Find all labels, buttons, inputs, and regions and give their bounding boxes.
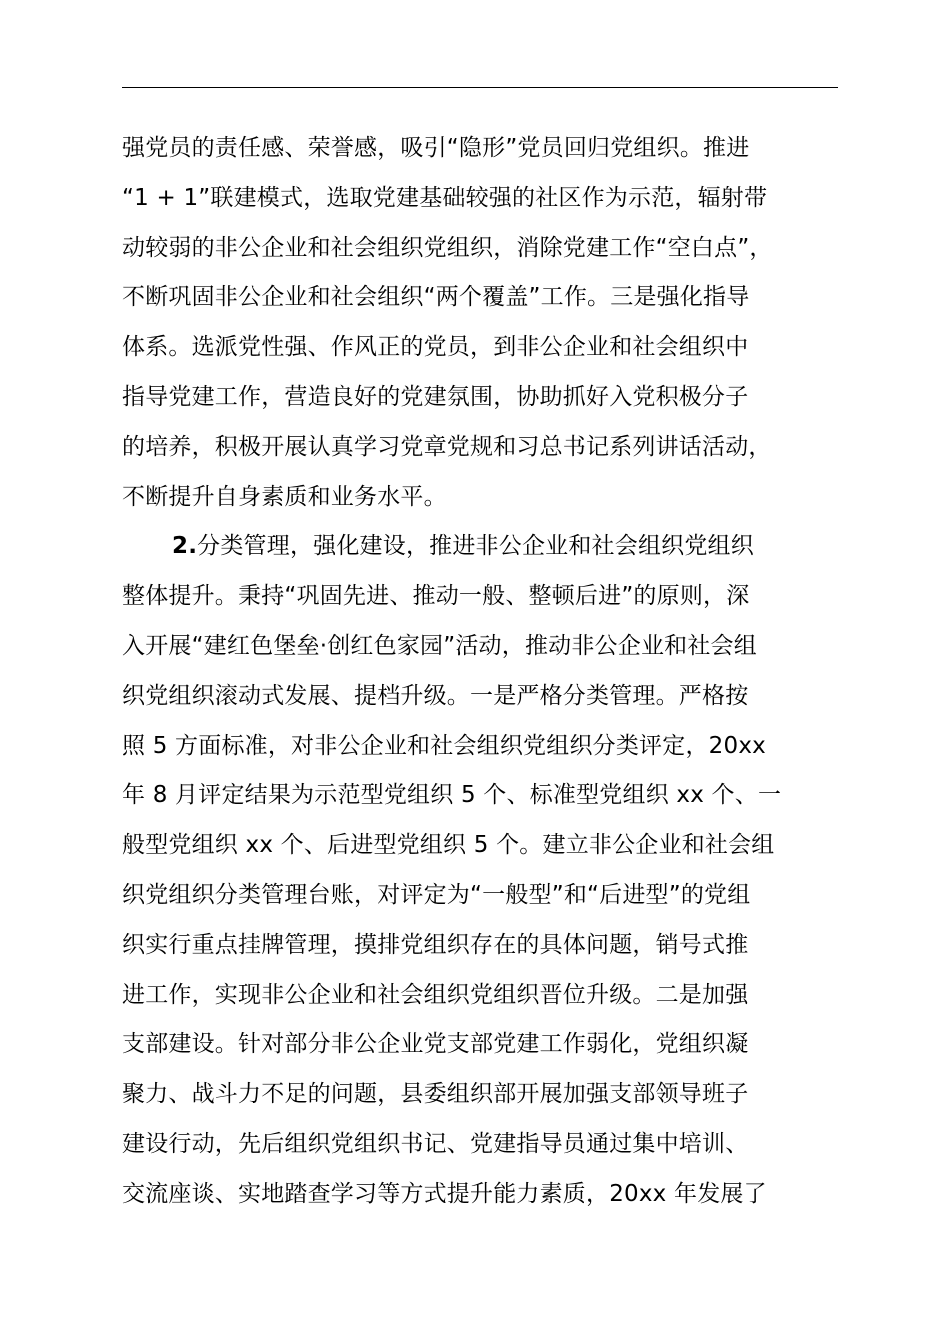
- text-line: 动较弱的非公企业和社会组织党组织，消除党建工作“空白点”，: [122, 234, 773, 261]
- text-line: 织实行重点挂牌管理，摸排党组织存在的具体问题，销号式推: [122, 931, 749, 958]
- text-line: 年 8 月评定结果为示范型党组织 5 个、标准型党组织 xx 个、一: [122, 782, 782, 809]
- text-line: 不断提升自身素质和业务水平。: [122, 483, 447, 510]
- text-line: 指导党建工作，营造良好的党建氛围，协助抓好入党积极分子: [122, 383, 749, 410]
- header-rule: [122, 87, 838, 88]
- text-line: 体系。选派党性强、作风正的党员，到非公企业和社会组织中: [122, 334, 749, 361]
- document-body: [122, 124, 858, 1220]
- text-line: 支部建设。针对部分非公企业党支部党建工作弱化，党组织凝: [122, 1031, 749, 1058]
- text-line: 不断巩固非公企业和社会组织“两个覆盖”工作。三是强化指导: [122, 284, 750, 311]
- text-line: 交流座谈、实地踏查学习等方式提升能力素质，20xx 年发展了: [122, 1180, 767, 1207]
- paragraph-2: [122, 522, 858, 1219]
- text-line: 建设行动，先后组织党组织书记、党建指导员通过集中培训、: [122, 1130, 749, 1157]
- text-line: 聚力、战斗力不足的问题，县委组织部开展加强支部领导班子: [122, 1081, 749, 1108]
- section-heading-text: 分类管理，强化建设，推进非公企业和社会组织党组织: [197, 533, 754, 560]
- section-number: 2.: [172, 533, 198, 560]
- text-line: 的培养，积极开展认真学习党章党规和习总书记系列讲话活动，: [122, 433, 772, 460]
- paragraph-1: [122, 124, 858, 522]
- text-line: 照 5 方面标准，对非公企业和社会组织党组织分类评定，20xx: [122, 732, 766, 759]
- text-line: 进工作，实现非公企业和社会组织党组织晋位升级。二是加强: [122, 981, 749, 1008]
- text-line: 织党组织分类管理台账，对评定为“一般型”和“后进型”的党组: [122, 881, 751, 908]
- text-line: 入开展“建红色堡垒·创红色家园”活动，推动非公企业和社会组: [122, 632, 757, 659]
- text-line: 般型党组织 xx 个、后进型党组织 5 个。建立非公企业和社会组: [122, 832, 775, 859]
- text-line: “1 + 1”联建模式，选取党建基础较强的社区作为示范，辐射带: [122, 184, 768, 211]
- text-line: 强党员的责任感、荣誉感，吸引“隐形”党员回归党组织。推进: [122, 135, 750, 161]
- paragraph-heading-line: [122, 522, 858, 572]
- text-line: 织党组织滚动式发展、提档升级。一是严格分类管理。严格按: [122, 682, 749, 709]
- text-line: 整体提升。秉持“巩固先进、推动一般、整顿后进”的原则，深: [122, 583, 750, 610]
